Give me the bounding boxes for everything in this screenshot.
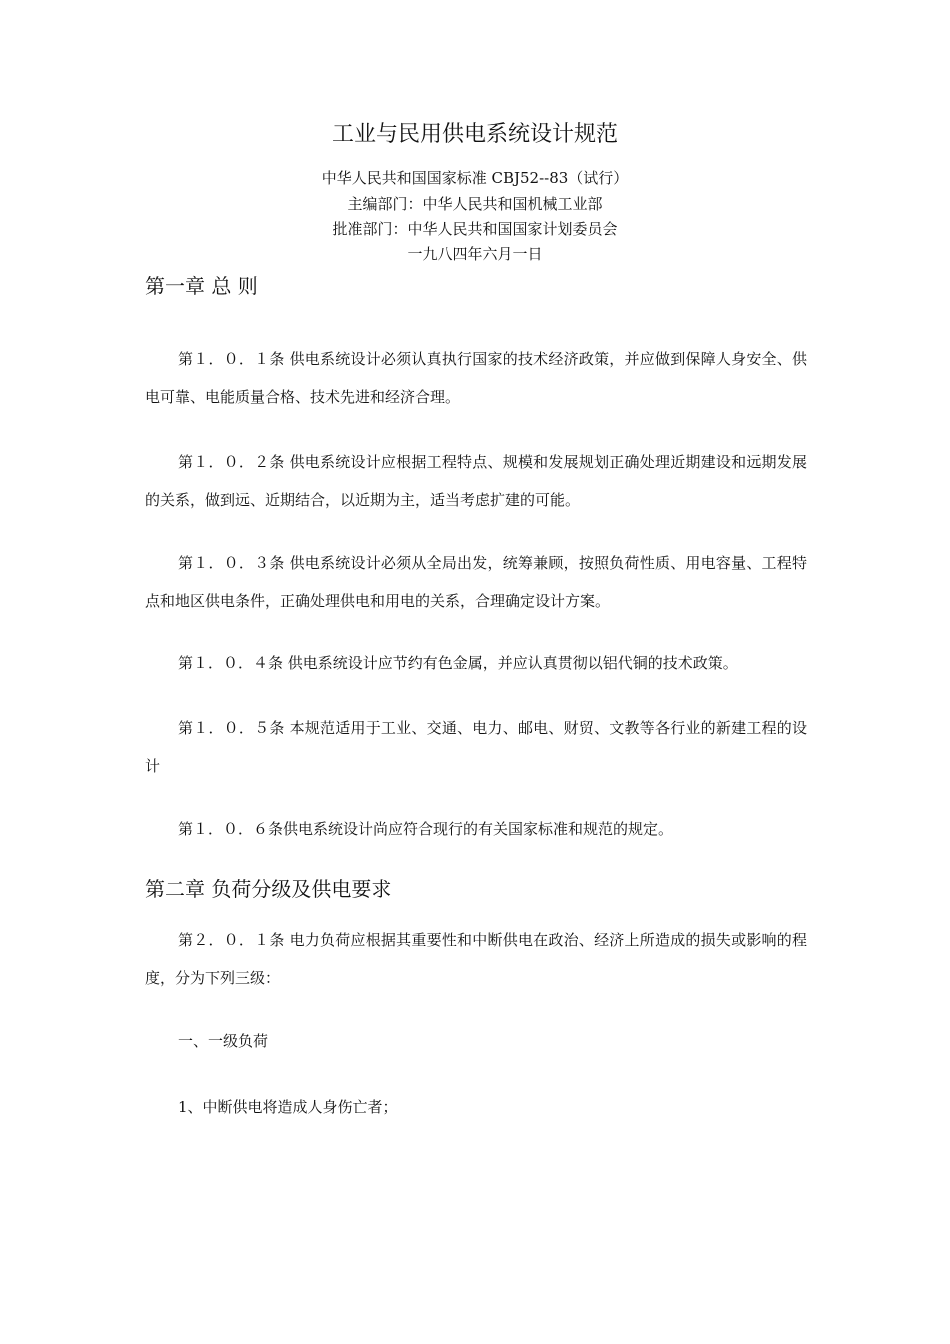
- article-1-0-6: 第１．０．６条供电系统设计尚应符合现行的有关国家标准和规范的规定。: [178, 820, 674, 838]
- chapter-2-heading: 第二章 负荷分级及供电要求: [145, 877, 392, 901]
- document-title: 工业与民用供电系统设计规范: [331, 122, 618, 147]
- standard-code: 中华人民共和国国家标准 CBJ52--83（试行）: [321, 169, 629, 187]
- approval-department: 批准部门：中华人民共和国国家计划委员会: [332, 220, 618, 238]
- article-1-0-4: 第１．０．４条 供电系统设计应节约有色金属，并应认真贯彻以铝代铜的技术政策。: [178, 654, 738, 672]
- editor-department: 主编部门：中华人民共和国机械工业部: [347, 195, 603, 213]
- load-level-1-heading: 一、一级负荷: [178, 1032, 269, 1050]
- load-level-1-item-1: 1、中断供电将造成人身伤亡者；: [178, 1098, 398, 1116]
- issue-date: 一九八四年六月一日: [407, 245, 543, 263]
- chapter-1-heading: 第一章 总 则: [145, 274, 258, 298]
- article-2-0-1: 第２．０．１条 电力负荷应根据其重要性和中断供电在政治、经济上所造成的损失或影响的程度，分为下列三级：: [145, 931, 807, 987]
- article-1-0-1: 第１．０．１条 供电系统设计必须认真执行国家的技术经济政策，并应做到保障人身安全、供电可靠、电能质量合格、技术先进和经济合理。: [145, 350, 807, 406]
- article-1-0-5: 第１．０．５条 本规范适用于工业、交通、电力、邮电、财贸、文教等各行业的新建工程的设计: [145, 719, 807, 775]
- article-1-0-3: 第１．０．３条 供电系统设计必须从全局出发，统筹兼顾，按照负荷性质、用电容量、工程特点和地区供电条件，正确处理供电和用电的关系，合理确定设计方案。: [145, 554, 807, 610]
- article-1-0-2: 第１．０．２条 供电系统设计应根据工程特点、规模和发展规划正确处理近期建设和远期发展的关系，做到远、近期结合，以近期为主，适当考虑扩建的可能。: [145, 453, 807, 509]
